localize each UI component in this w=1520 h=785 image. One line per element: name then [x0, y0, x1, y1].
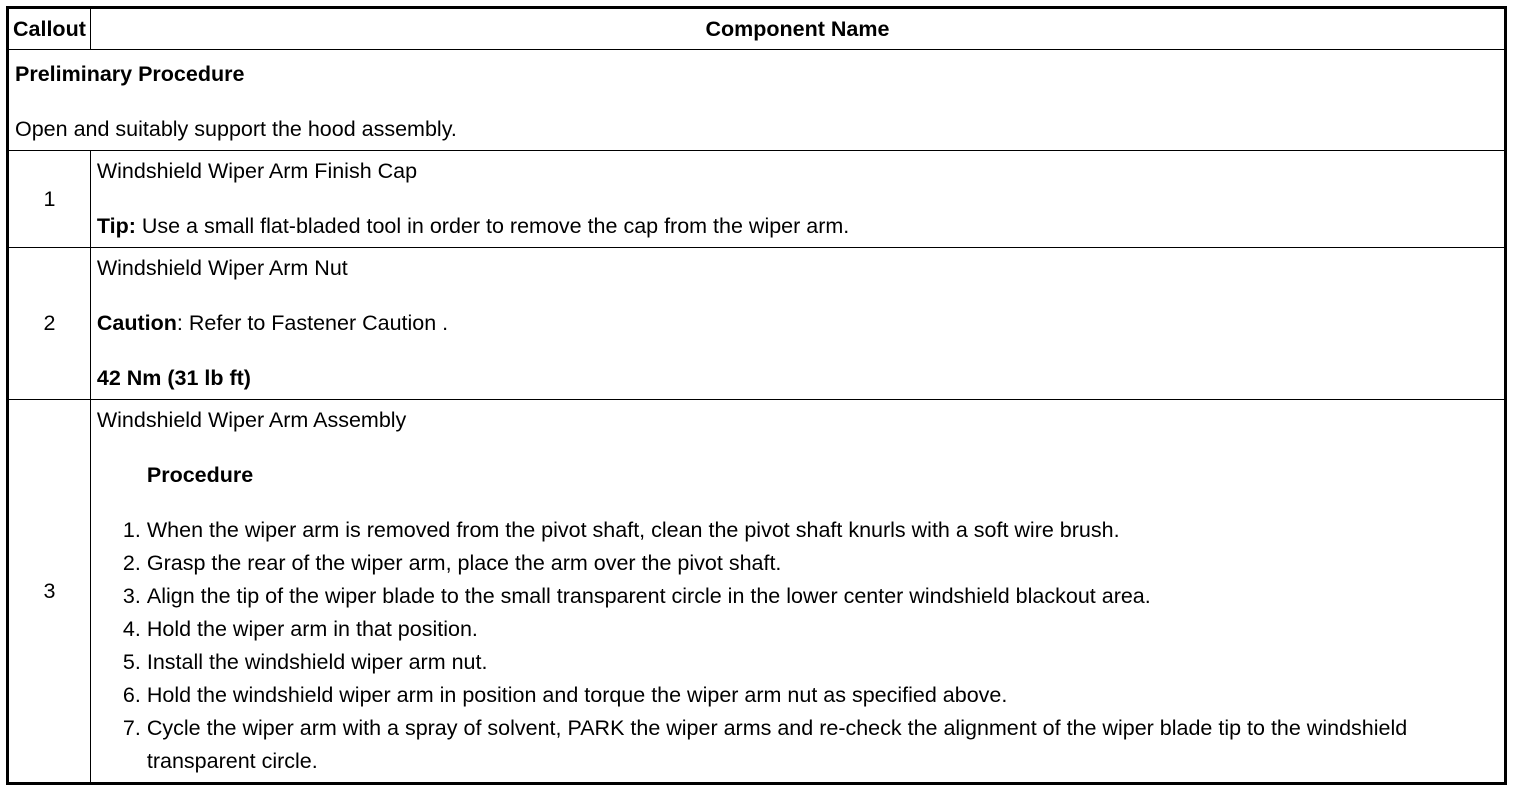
- table-header-row: [8, 8, 1506, 50]
- component-name: Windshield Wiper Arm Nut: [96, 256, 348, 280]
- step-text: Install the windshield wiper arm nut.: [146, 650, 488, 674]
- component-cell: [90, 151, 1505, 248]
- list-item: [122, 646, 1498, 679]
- preliminary-title: Preliminary Procedure: [15, 62, 245, 86]
- step-number: 4.: [122, 617, 141, 641]
- callout-number: 2: [8, 248, 91, 400]
- step-text: Grasp the rear of the wiper arm, place the arm over the pivot shaft.: [146, 551, 782, 575]
- step-number: 6.: [122, 683, 141, 707]
- component-cell: [90, 248, 1505, 400]
- step-text: Cycle the wiper arm with a spray of solvent, PARK the wiper arms and re-check the alignment of the wiper blade tip to the windshield transparent circle.: [146, 716, 1408, 773]
- step-text: Hold the wiper arm in that position.: [146, 617, 478, 641]
- table-row: [8, 400, 1506, 784]
- tip-note: [97, 210, 1498, 243]
- tip-text: Use a small flat-bladed tool in order to remove the cap from the wiper arm.: [135, 214, 850, 238]
- component-name: Windshield Wiper Arm Assembly: [96, 408, 407, 432]
- list-item: [122, 679, 1498, 712]
- procedure-heading: Procedure: [146, 463, 254, 487]
- preliminary-text: Open and suitably support the hood assembly.: [15, 117, 457, 141]
- list-item: [122, 712, 1498, 778]
- step-number: 2.: [122, 551, 141, 575]
- component-name: Windshield Wiper Arm Finish Cap: [96, 159, 418, 183]
- procedure-steps: [97, 514, 1498, 778]
- torque-spec: 42 Nm (31 lb ft): [96, 366, 251, 390]
- table-row: [8, 151, 1506, 248]
- component-cell: [90, 400, 1505, 784]
- header-component-name: Component Name: [90, 8, 1505, 50]
- step-number: 1.: [122, 518, 141, 542]
- step-number: 5.: [122, 650, 141, 674]
- callout-number: 1: [8, 151, 91, 248]
- list-item: [122, 547, 1498, 580]
- step-number: 7.: [122, 716, 141, 740]
- callout-number: 3: [8, 400, 91, 784]
- table-row: [8, 248, 1506, 400]
- step-text: Hold the windshield wiper arm in position and torque the wiper arm nut as specified above.: [146, 683, 1008, 707]
- caution-text: : Refer to Fastener Caution .: [176, 311, 449, 335]
- preliminary-row: [8, 50, 1506, 151]
- list-item: [122, 514, 1498, 547]
- step-text: When the wiper arm is removed from the pivot shaft, clean the pivot shaft knurls with a soft wire brush.: [146, 518, 1120, 542]
- header-callout: Callout: [8, 8, 91, 50]
- preliminary-cell: [8, 50, 1506, 151]
- list-item: [122, 580, 1498, 613]
- procedure-table: [6, 6, 1507, 785]
- caution-label: Caution: [96, 311, 177, 335]
- step-text: Align the tip of the wiper blade to the small transparent circle in the lower center windshield blackout area.: [146, 584, 1151, 608]
- list-item: [122, 613, 1498, 646]
- caution-note: [97, 307, 1498, 340]
- step-number: 3.: [122, 584, 141, 608]
- tip-label: Tip:: [96, 214, 136, 238]
